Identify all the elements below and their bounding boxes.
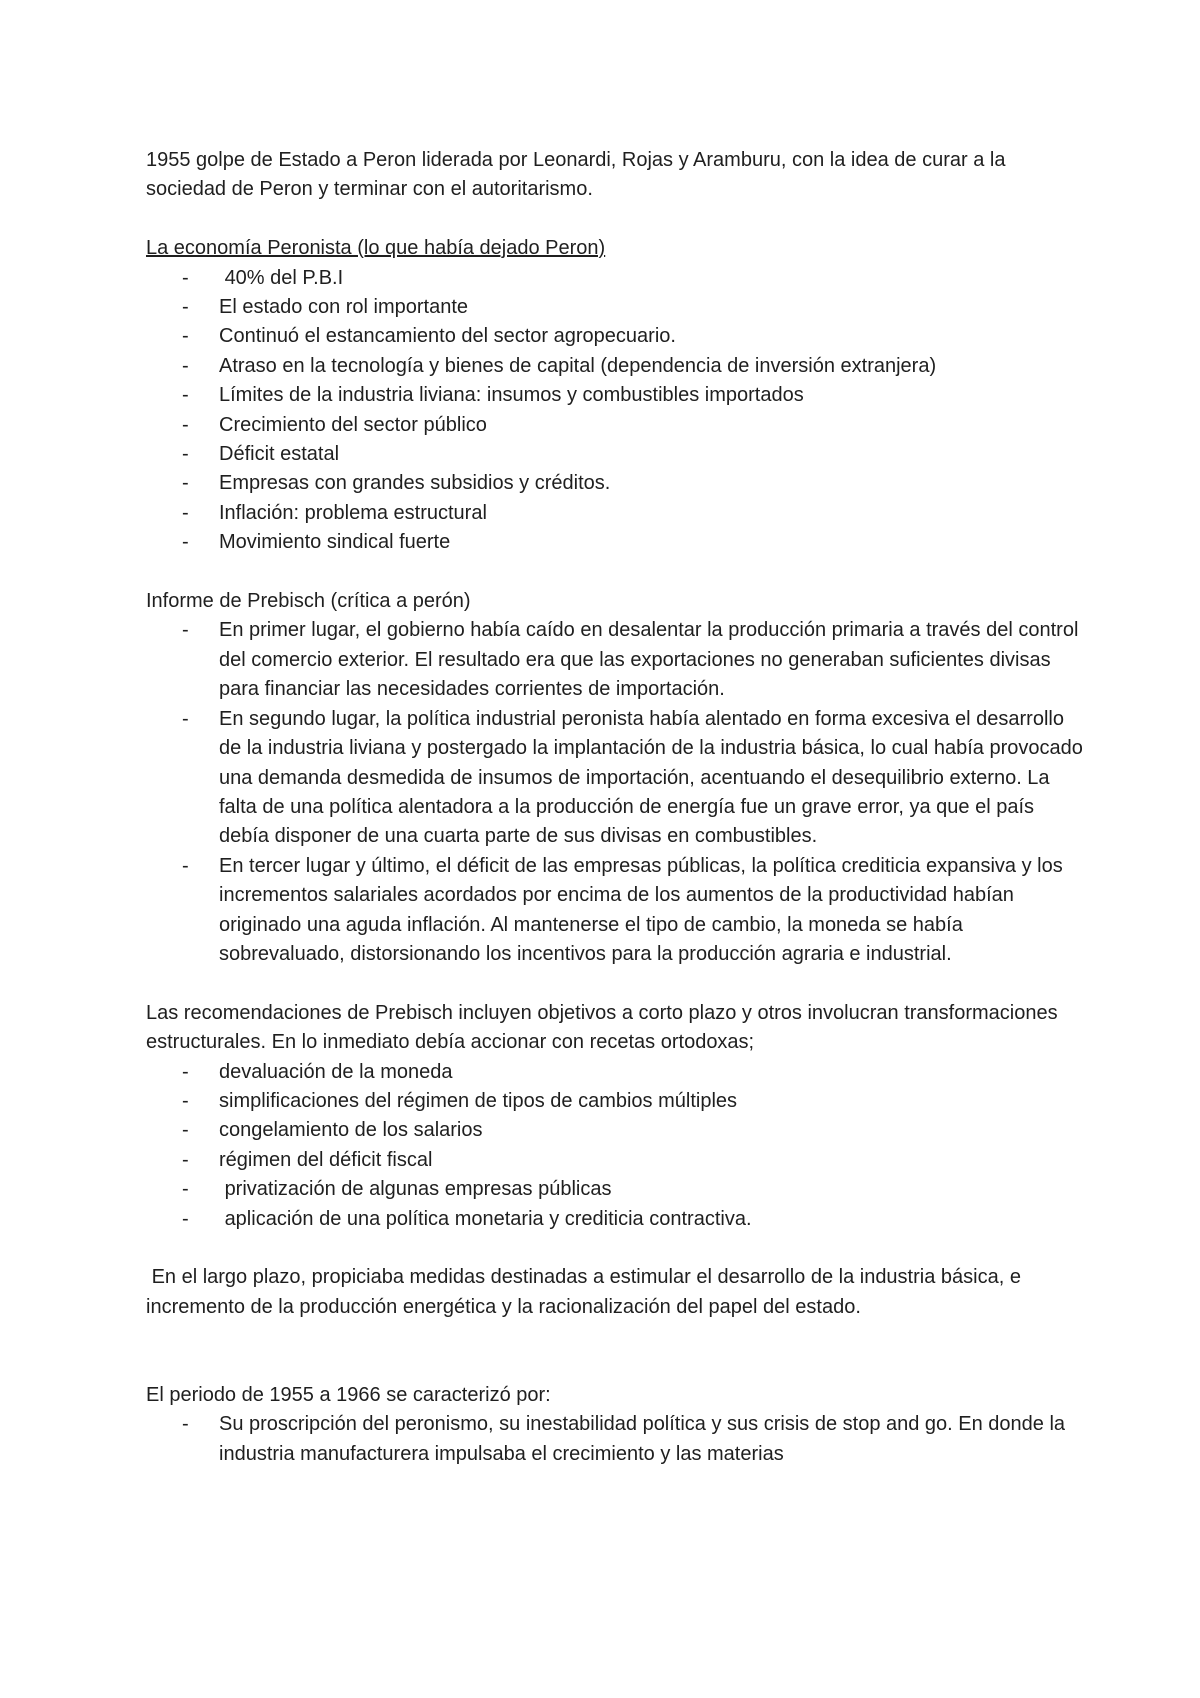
list-item-text: régimen del déficit fiscal	[219, 1148, 433, 1171]
list-item-text: devaluación de la moneda	[219, 1060, 453, 1083]
list-item-text: Déficit estatal	[219, 443, 340, 466]
list-item-text: 40% del P.B.I	[219, 266, 344, 289]
dash-bullet: -	[182, 531, 189, 554]
recomendaciones-list	[146, 1058, 1086, 1234]
periodo-list	[146, 1410, 1086, 1469]
dash-bullet: -	[182, 296, 189, 319]
list-item	[146, 322, 1086, 351]
list-item-text: En tercer lugar y último, el déficit de las empresas públicas, la política crediticia expansiva y los incrementos salariales acordados por encima de los aumentos de la productividad habían originado una aguda inflación. Al mantenerse el tipo de cambio, la moneda se había sobrevaluado, distorsionando los incentivos para la producción agraria e industrial.	[219, 854, 1063, 965]
dash-bullet: -	[182, 266, 189, 289]
recomendaciones-paragraph: Las recomendaciones de Prebisch incluyen objetivos a corto plazo y otros involucran transformaciones estructurales. En lo inmediato debía accionar con recetas ortodoxas;	[146, 1001, 1058, 1054]
spacer	[146, 1234, 1086, 1263]
list-item	[146, 1175, 1086, 1204]
dash-bullet: -	[182, 413, 189, 436]
spacer	[146, 969, 1086, 998]
list-item	[146, 1058, 1086, 1087]
dash-bullet: -	[182, 384, 189, 407]
dash-bullet: -	[182, 325, 189, 348]
list-item-text: Crecimiento del sector público	[219, 413, 487, 436]
list-item-text: En primer lugar, el gobierno había caído en desalentar la producción primaria a través del control del comercio exterior. El resultado era que las exportaciones no generaban suficientes divisas para financiar las necesidades corrientes de importación.	[219, 619, 1079, 701]
list-item	[146, 499, 1086, 528]
list-item-text: Su proscripción del peronismo, su inestabilidad política y sus crisis de stop and go. En donde la industria manufacturera impulsaba el crecimiento y las materias	[219, 1413, 1066, 1465]
dash-bullet: -	[182, 354, 189, 377]
dash-bullet: -	[182, 1148, 189, 1171]
list-item	[146, 616, 1086, 704]
spacer	[146, 205, 1086, 234]
dash-bullet: -	[182, 1119, 189, 1142]
list-item	[146, 293, 1086, 322]
dash-bullet: -	[182, 1207, 189, 1230]
list-item-text: Inflación: problema estructural	[219, 501, 487, 524]
largo-plazo-paragraph: En el largo plazo, propiciaba medidas destinadas a estimular el desarrollo de la industria básica, e incremento de la producción energética y la racionalización del papel del estado.	[146, 1266, 1027, 1318]
list-item	[146, 852, 1086, 970]
list-item-text: En segundo lugar, la política industrial peronista había alentado en forma excesiva el desarrollo de la industria liviana y postergado la implantación de la industria básica, lo cual había provocado una demanda desmedida de insumos de importación, acentuando el desequilibrio externo. La falta de una política alentadora a la producción de energía fue un grave error, ya que el país debía disponer de una cuarta parte de sus divisas en combustibles.	[219, 707, 1083, 848]
informe-heading: Informe de Prebisch (crítica a perón)	[146, 590, 471, 613]
economia-list	[146, 264, 1086, 558]
informe-list	[146, 616, 1086, 969]
dash-bullet: -	[182, 1060, 189, 1083]
dash-bullet: -	[182, 1089, 189, 1112]
list-item-text: El estado con rol importante	[219, 296, 469, 319]
list-item-text: Empresas con grandes subsidios y créditos.	[219, 472, 611, 495]
dash-bullet: -	[182, 472, 189, 495]
list-item-text: Atraso en la tecnología y bienes de capital (dependencia de inversión extranjera)	[219, 354, 937, 377]
list-item-text: simplificaciones del régimen de tipos de cambios múltiples	[219, 1089, 738, 1112]
list-item-text: congelamiento de los salarios	[219, 1119, 483, 1142]
list-item-text: Movimiento sindical fuerte	[219, 531, 451, 554]
list-item	[146, 528, 1086, 557]
periodo-heading: El periodo de 1955 a 1966 se caracterizó por:	[146, 1383, 551, 1406]
list-item-text: aplicación de una política monetaria y crediticia contractiva.	[219, 1207, 752, 1230]
dash-bullet: -	[182, 443, 189, 466]
dash-bullet: -	[182, 501, 189, 524]
list-item	[146, 440, 1086, 469]
list-item-text: Continuó el estancamiento del sector agropecuario.	[219, 325, 676, 348]
intro-paragraph: 1955 golpe de Estado a Peron liderada por Leonardi, Rojas y Aramburu, con la idea de curar a la sociedad de Peron y terminar con el autoritarismo.	[146, 149, 1006, 201]
list-item	[146, 1410, 1086, 1469]
list-item-text: privatización de algunas empresas públicas	[219, 1178, 612, 1201]
economia-heading: La economía Peronista (lo que había dejado Peron)	[146, 237, 606, 260]
list-item	[146, 705, 1086, 852]
list-item-text: Límites de la industria liviana: insumos y combustibles importados	[219, 384, 804, 407]
list-item	[146, 1116, 1086, 1145]
dash-bullet: -	[182, 1413, 189, 1436]
list-item	[146, 469, 1086, 498]
document-page	[146, 146, 1086, 1469]
list-item	[146, 1205, 1086, 1234]
list-item	[146, 352, 1086, 381]
dash-bullet: -	[182, 1178, 189, 1201]
list-item	[146, 411, 1086, 440]
list-item	[146, 1087, 1086, 1116]
spacer	[146, 1322, 1086, 1381]
dash-bullet: -	[182, 707, 189, 730]
spacer	[146, 558, 1086, 587]
dash-bullet: -	[182, 619, 189, 642]
list-item	[146, 381, 1086, 410]
list-item	[146, 1146, 1086, 1175]
list-item	[146, 264, 1086, 293]
dash-bullet: -	[182, 854, 189, 877]
